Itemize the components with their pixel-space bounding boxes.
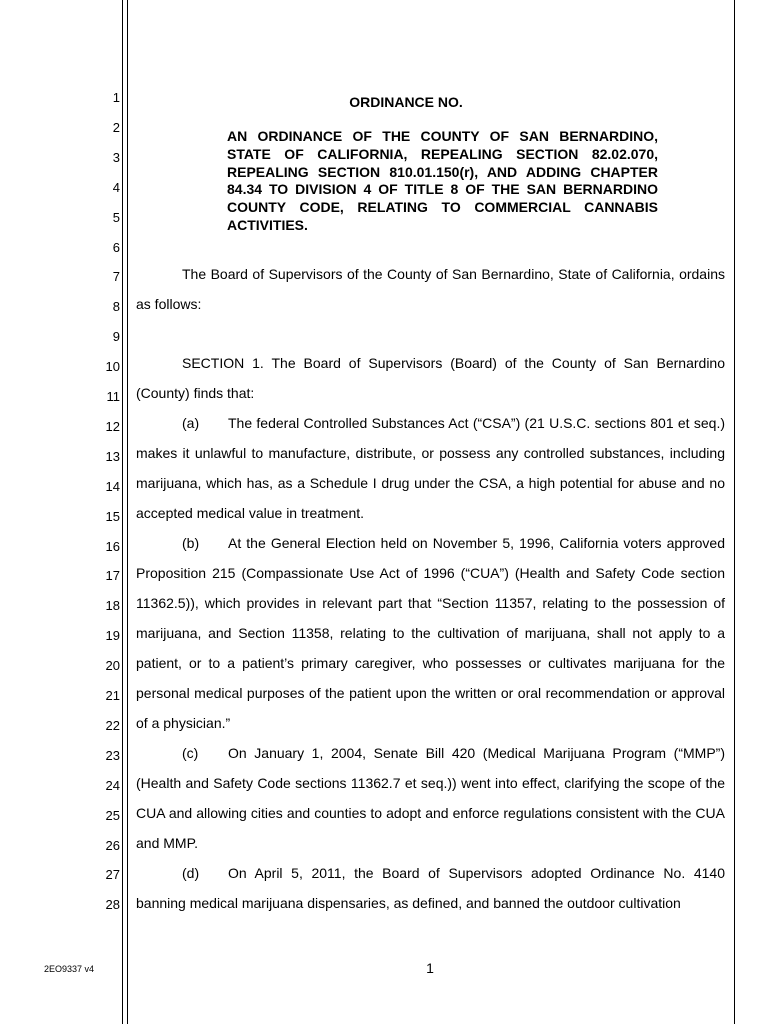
line-number: 25 xyxy=(105,807,120,823)
line-number: 5 xyxy=(112,209,120,225)
line-number: 20 xyxy=(105,658,120,674)
line-number: 7 xyxy=(112,269,120,285)
line-number: 12 xyxy=(105,418,120,434)
line-number: 14 xyxy=(105,478,120,494)
line-number: 22 xyxy=(105,717,120,733)
finding-c xyxy=(136,738,725,858)
document-id: 2EO9337 v4 xyxy=(44,964,95,974)
line-number: 2 xyxy=(112,119,120,135)
page-number: 1 xyxy=(426,960,434,976)
line-number: 23 xyxy=(105,747,120,763)
finding-a xyxy=(136,408,725,528)
line-number: 27 xyxy=(105,867,120,883)
line-number: 15 xyxy=(105,508,120,524)
line-number: 16 xyxy=(105,538,120,554)
line-number: 8 xyxy=(112,299,120,315)
finding-text: On January 1, 2004, Senate Bill 420 (Medical Marijuana Program (“MMP”) (Health and Safety Code sections 11362.7 et seq.)) went into effect, clarifying the scope of the CUA and allowing cities and counties to adopt and enforce regulations consistent with the CUA and MMP. xyxy=(136,745,725,851)
line-number: 1 xyxy=(112,90,120,105)
finding-label: (c) xyxy=(182,745,199,761)
line-number: 28 xyxy=(105,897,120,913)
line-number: 26 xyxy=(105,837,120,853)
line-number: 3 xyxy=(112,149,120,165)
ordinance-heading: AN ORDINANCE OF THE COUNTY OF SAN BERNARDINO, STATE OF CALIFORNIA, REPEALING SECTION 82.02.070, REPEALING SECTION 810.01.150(r), AND ADDING CHAPTER 84.34 TO DIVISION 4 OF TITLE 8 OF THE SAN BERNARDINO COUNTY CODE, RELATING TO COMMERCIAL CANNABIS ACTIVITIES. xyxy=(227,128,658,233)
line-number: 11 xyxy=(106,389,120,404)
section-1-intro: SECTION 1. The Board of Supervisors (Board) of the County of San Bernardino (County) finds that: xyxy=(136,355,725,401)
line-number: 13 xyxy=(105,448,120,464)
finding-label: (b) xyxy=(182,535,200,551)
finding-label: (a) xyxy=(182,415,200,431)
preamble: The Board of Supervisors of the County of San Bernardino, State of California, ordains as follows: xyxy=(136,266,725,312)
line-number: 10 xyxy=(105,359,120,375)
ordinance-title: ORDINANCE NO. xyxy=(349,94,463,110)
finding-text: The federal Controlled Substances Act (“CSA”) (21 U.S.C. sections 801 et seq.) makes it unlawful to manufacture, distribute, or possess any controlled substances, including marijuana, which has, as a Schedule I drug under the CSA, a high potential for abuse and no accepted medical value in treatment. xyxy=(136,415,725,521)
line-number: 21 xyxy=(105,688,120,703)
line-number: 24 xyxy=(105,777,120,793)
finding-b xyxy=(136,528,725,738)
finding-text: At the General Election held on November 5, 1996, California voters approved Proposition 215 (Compassionate Use Act of 1996 (“CUA”) (Health and Safety Code section 11362.5)), which provides in relevant part that “Section 11357, relating to the possession of marijuana, and Section 11358, relating to the cultivation of marijuana, shall not apply to a patient, or to a patient’s primary caregiver, who possesses or cultivates marijuana for the personal medical purposes of the patient upon the written or oral recommendation or approval of a physician.” xyxy=(136,535,725,731)
finding-d xyxy=(136,858,725,918)
finding-label: (d) xyxy=(182,865,200,881)
finding-text: On April 5, 2011, the Board of Supervisors adopted Ordinance No. 4140 banning medical marijuana dispensaries, as defined, and banned the outdoor cultivation xyxy=(136,865,725,911)
line-number: 4 xyxy=(112,179,120,195)
line-number: 6 xyxy=(112,239,120,255)
line-number: 19 xyxy=(105,628,120,644)
line-number: 9 xyxy=(112,329,120,345)
line-number: 18 xyxy=(105,598,120,614)
line-number: 17 xyxy=(105,568,120,584)
